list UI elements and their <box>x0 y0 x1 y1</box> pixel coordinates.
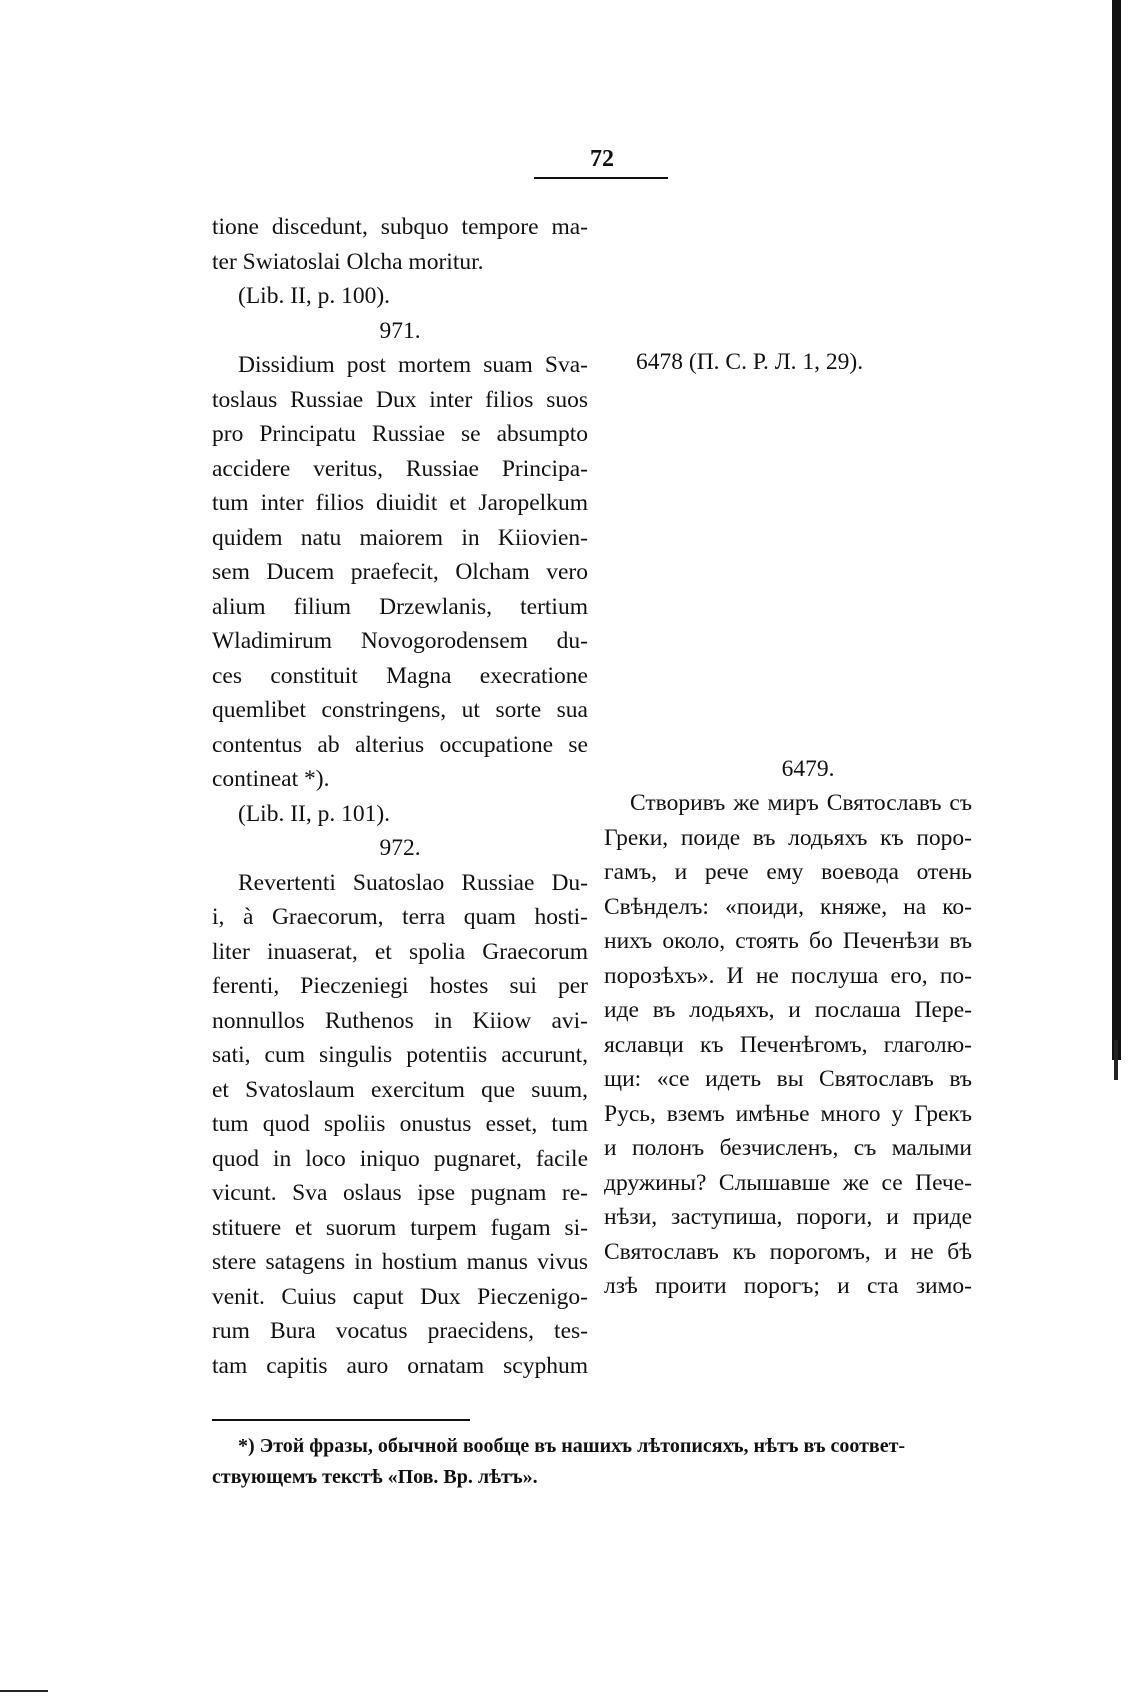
latin-line: pro Principatu Russiae se absumpto <box>212 421 588 447</box>
latin-line: rum Bura vocatus praecidens, tes- <box>212 1318 588 1344</box>
latin-line: Wladimirum Novogorodensem du- <box>212 628 588 654</box>
latin-line: stituere et suorum turpem fugam si- <box>212 1214 588 1241</box>
column-gap <box>604 380 972 752</box>
latin-citation: (Lib. II, p. 100). <box>238 283 391 309</box>
latin-line: tione discedunt, subquo tempore ma- <box>212 214 588 240</box>
russian-line: яславци къ Печенѣгомъ, глаголю- <box>604 1031 972 1058</box>
russian-column <box>604 345 972 1304</box>
binding-edge-mark <box>1114 1040 1118 1080</box>
latin-line: ferenti, Pieczeniegi hostes sui per <box>212 973 588 999</box>
latin-line: sem Ducem praefecit, Olcham vero <box>212 559 588 585</box>
russian-line: Русь, вземъ имѣнье много у Грекъ <box>604 1100 972 1127</box>
latin-line: accidere veritus, Russiae Principa- <box>212 455 588 482</box>
latin-line: liter inuaserat, et spolia Graecorum <box>212 938 588 965</box>
latin-line: ces constituit Magna execratione <box>212 662 588 689</box>
latin-citation: (Lib. II, p. 101). <box>238 800 391 827</box>
latin-line: et Svatoslaum exercitum que suum, <box>212 1076 588 1103</box>
latin-line: venit. Cuius caput Dux Pieczenigo- <box>212 1283 588 1310</box>
russian-line: гамъ, и рече ему воевода отень <box>604 859 972 885</box>
russian-year: 6479. <box>781 755 835 782</box>
russian-line: и полонъ безчисленъ, съ малыми <box>604 1135 972 1161</box>
footnote <box>212 1431 972 1493</box>
latin-line: stere satagens in hostium manus vivus <box>212 1249 588 1275</box>
latin-column <box>212 210 588 1383</box>
binding-edge <box>1112 0 1121 1060</box>
latin-line: sati, cum singulis potentiis accurunt, <box>212 1042 588 1068</box>
russian-line: щи: «се идеть вы Святославъ въ <box>604 1066 972 1092</box>
latin-line: i, à Graecorum, terra quam hosti- <box>212 904 588 930</box>
scan-mark <box>0 1690 48 1692</box>
page-number: 72 <box>590 146 614 172</box>
russian-line: Святославъ къ порогомъ, и не бѣ <box>604 1238 972 1265</box>
latin-line: alium filium Drzewlanis, tertium <box>212 593 588 620</box>
latin-line: tum quod spoliis onustus esset, tum <box>212 1111 588 1137</box>
latin-line: vicunt. Sva oslaus ipse pugnam re- <box>212 1180 588 1206</box>
russian-line: порозѣхъ». И не послуша его, по- <box>604 962 972 989</box>
chronicle-source: 6478 (П. С. Р. Л. 1, 29). <box>636 349 864 375</box>
latin-line: quidem natu maiorem in Kiiovien- <box>212 524 588 551</box>
latin-line: ter Swiatoslai Olcha moritur. <box>212 248 484 275</box>
russian-line: лзѣ проити порогъ; и ста зимо- <box>604 1273 972 1299</box>
latin-line: quod in loco iniquo pugnaret, facile <box>212 1145 588 1172</box>
latin-line: Dissidium post mortem suam Sva- <box>238 352 588 378</box>
latin-line: toslaus Russiae Dux inter filios suos <box>212 386 588 413</box>
latin-line: Revertenti Suatoslao Russiae Du- <box>238 869 588 896</box>
russian-line: Греки, поиде въ лодьяхъ къ поро- <box>604 824 972 851</box>
page-number-rule <box>534 177 668 179</box>
latin-year: 971. <box>379 317 421 344</box>
russian-line: иде въ лодьяхъ, и послаша Пере- <box>604 997 972 1023</box>
latin-year: 972. <box>379 835 421 861</box>
russian-line: нѣзи, заступиша, пороги, и приде <box>604 1204 972 1230</box>
latin-line: tum inter filios diuidit et Jaropelkum <box>212 490 588 516</box>
latin-line: contineat *). <box>212 766 330 792</box>
russian-line: нихъ около, стоять бо Печенѣзи въ <box>604 928 972 954</box>
footnote-line: ствующемъ текстѣ «Пов. Вр. лѣтъ». <box>212 1466 538 1488</box>
footnote-rule <box>212 1419 470 1421</box>
russian-line: дружины? Слышавше же се Пече- <box>604 1169 972 1196</box>
latin-line: contentus ab alterius occupatione se <box>212 731 588 758</box>
latin-line: nonnullos Ruthenos in Kiiow avi- <box>212 1007 588 1034</box>
russian-line: Створивъ же миръ Святославъ съ <box>630 790 972 816</box>
footnote-line: *) Этой фразы, обычной вообще въ нашихъ лѣтописяхъ, нѣтъ въ соответ- <box>238 1435 906 1457</box>
russian-line: Свѣнделъ: «поиди, княже, на ко- <box>604 893 972 920</box>
latin-line: tam capitis auro ornatam scyphum <box>212 1352 588 1379</box>
latin-line: quemlibet constringens, ut sorte sua <box>212 697 588 723</box>
